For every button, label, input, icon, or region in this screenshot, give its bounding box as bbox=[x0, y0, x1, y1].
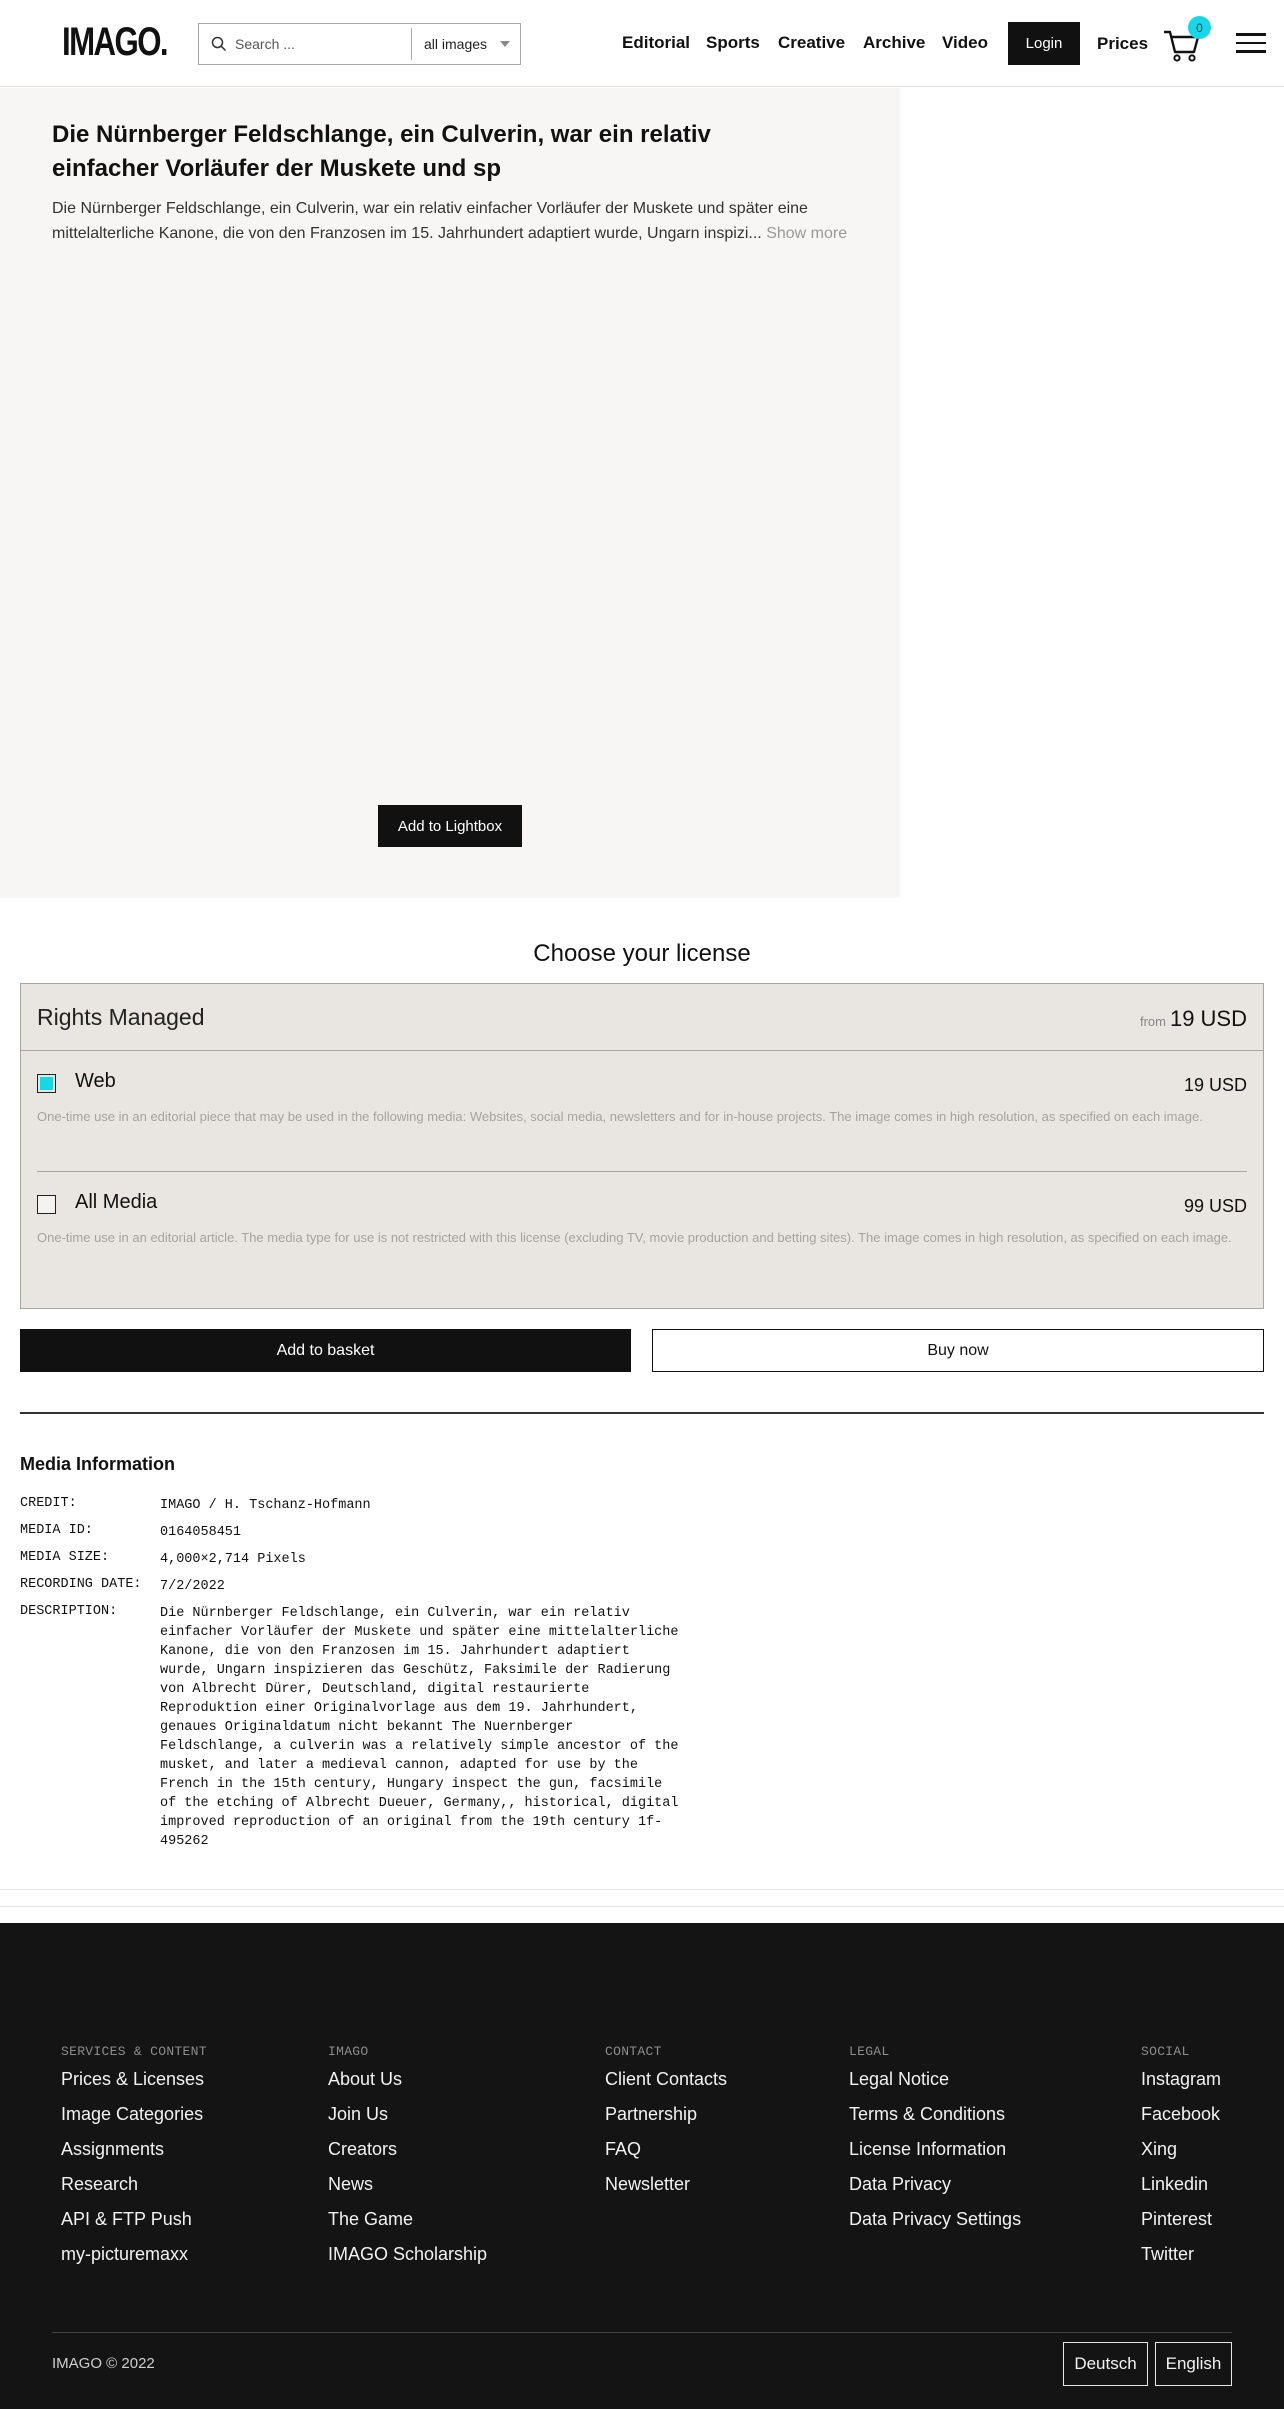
from-price-value: 19 USD bbox=[1169, 1006, 1247, 1031]
add-to-basket-button[interactable]: Add to basket bbox=[20, 1329, 631, 1372]
footer-link[interactable]: API & FTP Push bbox=[61, 2209, 192, 2229]
description-value: Die Nürnberger Feldschlange, ein Culverin, war ein relativ einfacher Vorläufer der Muskete und später eine mittelalterliche Kanone, die von den Franzosen im 15. Jahrhundert adaptiert wurde, Ungarn inspizieren das Geschütz, Faksimile der Radierung von Albrecht Dürer, Deutschland, digital restaurierte Reproduktion einer Originalvorlage aus dem 19. Jahrhundert, genaues Originaldatum nicht bekannt The Nuernberger Feldschlange, a culverin was a relatively simple ancestor of the musket, and later a medieval cannon, adapted for use by the French in the 15th century, Hungary inspect the gun, facsimile of the etching of Albrecht Dueuer, Germany,, historical, digital improved reproduction of an original from the 19th century 1f-495262 bbox=[160, 1606, 679, 1849]
image-title: Die Nürnberger Feldschlange, ein Culverin, war ein relativ einfacher Vorläufer der Muskete und sp bbox=[52, 121, 711, 182]
all-media-license-label[interactable]: All Media bbox=[75, 1191, 158, 1213]
web-license-description: One-time use in an editorial piece that may be used in the following media: Websites, social media, newsletters and for in-house projects. The image comes in high resolution, as specified on each image. bbox=[37, 1109, 1203, 1124]
credit-key: CREDIT: bbox=[20, 1496, 77, 1511]
all-media-license-price: 99 USD bbox=[1183, 1196, 1247, 1216]
login-button[interactable]: Login bbox=[1008, 22, 1080, 65]
footer-link[interactable]: The Game bbox=[328, 2209, 414, 2229]
footer-heading: IMAGO bbox=[328, 2044, 369, 2059]
site-header bbox=[0, 0, 1284, 87]
cart-count-badge: 0 bbox=[1188, 16, 1211, 39]
search-scope-select[interactable]: all images bbox=[424, 36, 488, 52]
footer-link[interactable]: News bbox=[328, 2174, 374, 2194]
footer-link[interactable]: Legal Notice bbox=[849, 2069, 950, 2089]
search-divider bbox=[411, 28, 412, 60]
license-from-price bbox=[1140, 1006, 1247, 1032]
divider-line bbox=[0, 1889, 1284, 1890]
footer-link[interactable]: Linkedin bbox=[1141, 2174, 1209, 2194]
footer-heading: SERVICES & CONTENT bbox=[61, 2044, 207, 2059]
footer-link[interactable]: Creators bbox=[328, 2139, 398, 2159]
nav-prices[interactable]: Prices bbox=[1097, 34, 1149, 53]
web-license-checkbox[interactable] bbox=[37, 1074, 56, 1093]
footer-heading: LEGAL bbox=[849, 2044, 890, 2059]
footer-link[interactable]: my-picturemaxx bbox=[61, 2244, 189, 2264]
all-media-license-checkbox[interactable] bbox=[37, 1195, 56, 1214]
media-information-heading: Media Information bbox=[20, 1454, 176, 1474]
footer-column-social bbox=[1141, 2044, 1221, 2275]
footer-link[interactable]: Assignments bbox=[61, 2139, 165, 2159]
image-description bbox=[52, 196, 862, 246]
search-input[interactable] bbox=[235, 36, 405, 52]
footer-column-contact bbox=[605, 2044, 727, 2205]
from-label: from bbox=[1139, 1014, 1166, 1029]
media-size-value: 4,000×2,714 Pixels bbox=[160, 1552, 306, 1567]
footer-link[interactable]: Pinterest bbox=[1141, 2209, 1213, 2229]
footer-link[interactable]: Research bbox=[61, 2174, 139, 2194]
footer-link[interactable]: Data Privacy bbox=[849, 2174, 952, 2194]
divider-line bbox=[0, 1906, 1284, 1907]
nav-video[interactable]: Video bbox=[942, 33, 988, 52]
footer-link[interactable]: Twitter bbox=[1141, 2244, 1195, 2264]
media-id-value: 0164058451 bbox=[160, 1525, 242, 1540]
footer-link[interactable]: Facebook bbox=[1141, 2104, 1221, 2124]
description-key: DESCRIPTION: bbox=[20, 1604, 118, 1619]
footer-link[interactable]: Partnership bbox=[605, 2104, 698, 2124]
footer-link[interactable]: Xing bbox=[1141, 2139, 1178, 2159]
recording-date-value: 7/2/2022 bbox=[160, 1579, 225, 1594]
footer-link[interactable]: Client Contacts bbox=[605, 2069, 728, 2089]
add-to-lightbox-button[interactable]: Add to Lightbox bbox=[378, 805, 522, 847]
footer-link[interactable]: Instagram bbox=[1141, 2069, 1222, 2089]
web-license-price: 19 USD bbox=[1183, 1075, 1247, 1095]
copyright-text: IMAGO © 2022 bbox=[52, 2355, 155, 2372]
search-bar bbox=[198, 23, 521, 65]
all-media-license-description: One-time use in an editorial article. The media type for use is not restricted with this license (excluding TV, movie production and betting sites). The image comes in high resolution, as specified on each image. bbox=[37, 1230, 1232, 1245]
footer-link[interactable]: About Us bbox=[328, 2069, 403, 2089]
license-heading: Choose your license bbox=[533, 940, 751, 967]
nav-editorial[interactable]: Editorial bbox=[622, 33, 691, 52]
search-icon bbox=[211, 36, 227, 52]
footer-link[interactable]: FAQ bbox=[605, 2139, 642, 2159]
media-id-key: MEDIA ID: bbox=[20, 1523, 93, 1538]
footer-heading: SOCIAL bbox=[1141, 2044, 1190, 2059]
footer-column-legal bbox=[849, 2044, 1021, 2240]
footer-link[interactable]: Image Categories bbox=[61, 2104, 204, 2124]
license-type-header bbox=[21, 984, 1263, 1051]
nav-archive[interactable]: Archive bbox=[863, 33, 926, 52]
footer-link[interactable]: Data Privacy Settings bbox=[849, 2209, 1022, 2229]
footer-divider bbox=[52, 2332, 1232, 2333]
footer-heading: CONTACT bbox=[605, 2044, 662, 2059]
nav-sports[interactable]: Sports bbox=[706, 33, 760, 52]
footer-link[interactable]: IMAGO Scholarship bbox=[328, 2244, 488, 2264]
section-divider bbox=[20, 1412, 1264, 1414]
media-size-key: MEDIA SIZE: bbox=[20, 1550, 110, 1565]
imago-logo[interactable]: IMAGO. bbox=[62, 20, 168, 64]
language-deutsch-button[interactable]: Deutsch bbox=[1063, 2342, 1148, 2386]
language-english-button[interactable]: English bbox=[1155, 2342, 1232, 2386]
footer-link[interactable]: License Information bbox=[849, 2139, 1007, 2159]
footer-link[interactable]: Prices & Licenses bbox=[61, 2069, 205, 2089]
recording-date-key: RECORDING DATE: bbox=[20, 1577, 142, 1592]
nav-creative[interactable]: Creative bbox=[778, 33, 846, 52]
image-description-text: Die Nürnberger Feldschlange, ein Culverin, war ein relativ einfacher Vorläufer der Muskete und später eine mittelalterliche Kanone, die von den Franzosen im 15. Jahrhundert adaptiert wurde, Ungarn inspizi... bbox=[52, 200, 808, 242]
license-type: Rights Managed bbox=[37, 1004, 205, 1030]
footer-link[interactable]: Terms & Conditions bbox=[849, 2104, 1006, 2124]
footer-column-services bbox=[61, 2044, 207, 2275]
footer-link[interactable]: Newsletter bbox=[605, 2174, 691, 2194]
license-option-divider bbox=[37, 1171, 1247, 1172]
web-license-label[interactable]: Web bbox=[75, 1070, 116, 1092]
buy-now-button[interactable]: Buy now bbox=[652, 1329, 1264, 1372]
show-more-link[interactable]: Show more bbox=[766, 225, 848, 242]
menu-icon[interactable] bbox=[1236, 33, 1266, 53]
license-panel bbox=[20, 983, 1264, 1309]
footer-column-imago bbox=[328, 2044, 487, 2275]
footer-link[interactable]: Join Us bbox=[328, 2104, 389, 2124]
chevron-down-icon[interactable] bbox=[500, 41, 510, 47]
credit-value: IMAGO / H. Tschanz-Hofmann bbox=[160, 1498, 371, 1513]
